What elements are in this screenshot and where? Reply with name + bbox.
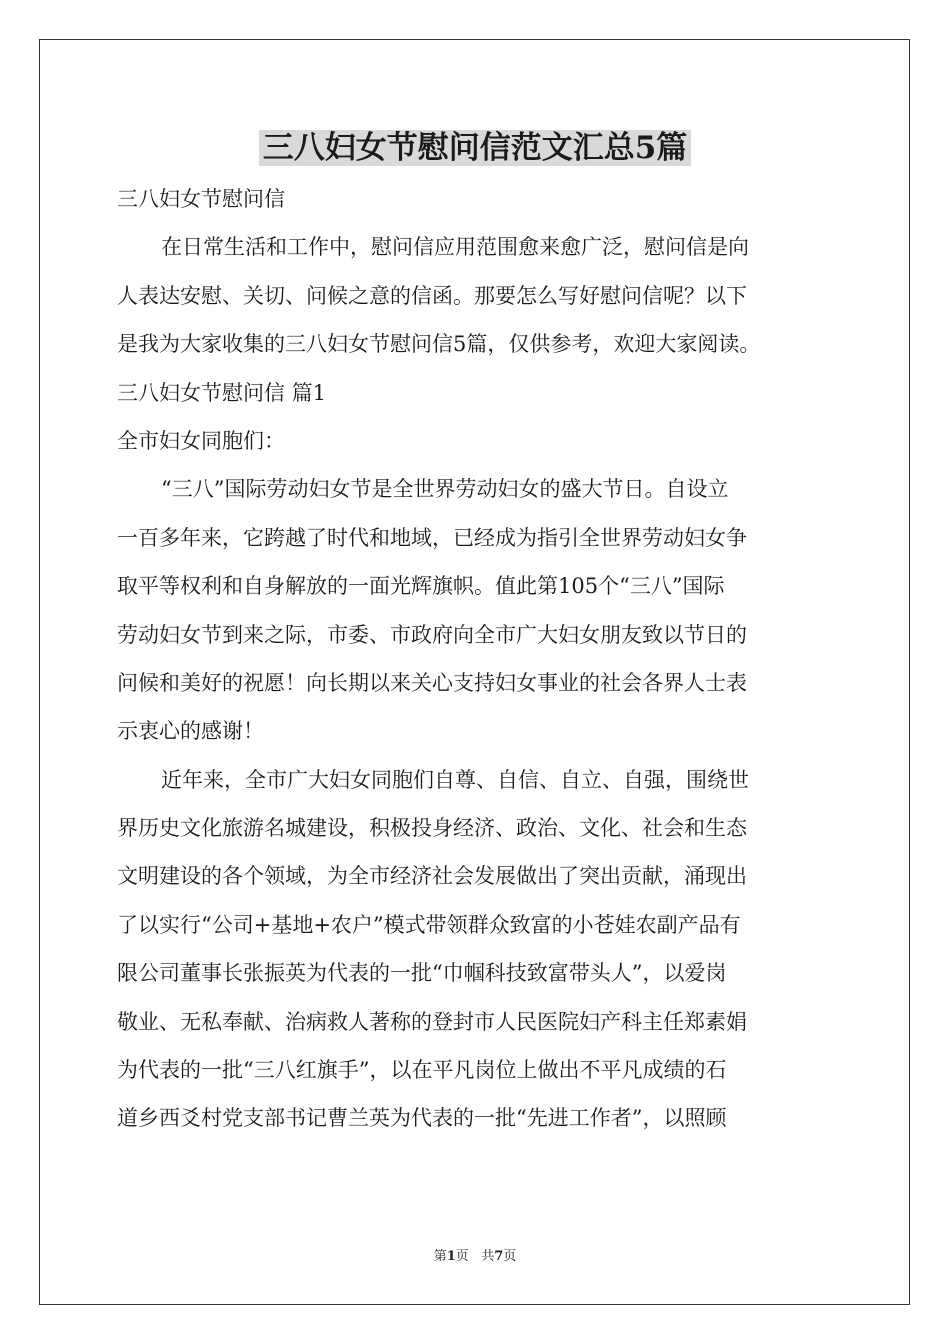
text-line: 是我为大家收集的三八妇女节慰问信5篇，仅供参考，欢迎大家阅读。 — [117, 332, 761, 357]
text-line: 了以实行“公司+基地+农户”模式带领群众致富的小苍娃农副产品有 — [117, 912, 741, 937]
text-line: 界历史文化旅游名城建设，积极投身经济、政治、文化、社会和生态 — [117, 816, 747, 841]
text-line: 为代表的一批“三八红旗手”，以在平凡岗位上做出不平凡成绩的石 — [117, 1058, 727, 1083]
document-title — [0, 124, 950, 172]
text-line: 取平等权利和自身解放的一面光辉旗帜。值此第105个“三八”国际 — [117, 574, 725, 599]
document-title-text: 三八妇女节慰问信范文汇总5篇 — [259, 130, 692, 166]
text-line: 文明建设的各个领域，为全市经济社会发展做出了突出贡献，涌现出 — [117, 864, 747, 889]
text-line: 人表达安慰、关切、问候之意的信函。那要怎么写好慰问信呢？以下 — [117, 283, 747, 308]
text-line: 示衷心的感谢！ — [117, 719, 264, 744]
text-line: 在日常生活和工作中，慰问信应用范围愈来愈广泛，慰问信是向 — [161, 235, 749, 260]
text-line: 三八妇女节慰问信 篇1 — [117, 380, 327, 405]
text-line: “三八”国际劳动妇女节是全世界劳动妇女的盛大节日。自设立 — [161, 477, 729, 502]
text-line: 三八妇女节慰问信 — [117, 187, 285, 211]
text-line: 限公司董事长张振英为代表的一批“巾帼科技致富带头人”，以爱岗 — [117, 961, 727, 986]
total-prefix: 共 — [481, 1249, 495, 1264]
page-prefix: 第 — [433, 1249, 447, 1264]
text-line: 问候和美好的祝愿！向长期以来关心支持妇女事业的社会各界人士表 — [117, 670, 747, 695]
text-line: 一百多年来，它跨越了时代和地域，已经成为指引全世界劳动妇女争 — [117, 525, 747, 550]
text-line: 全市妇女同胞们： — [117, 428, 285, 453]
text-line: 道乡西爻村党支部书记曹兰英为代表的一批“先进工作者”，以照顾 — [117, 1106, 727, 1131]
page-footer — [0, 1245, 950, 1264]
text-line: 劳动妇女节到来之际，市委、市政府向全市广大妇女朋友致以节日的 — [117, 622, 747, 647]
total-page-number: 7 — [494, 1249, 504, 1264]
total-suffix: 页 — [503, 1249, 517, 1264]
text-line: 近年来，全市广大妇女同胞们自尊、自信、自立、自强，围绕世 — [161, 767, 749, 792]
page-suffix: 页 — [455, 1249, 469, 1264]
document-body — [117, 175, 837, 1143]
text-line: 敬业、无私奉献、治病救人著称的登封市人民医院妇产科主任郑素娟 — [117, 1009, 747, 1034]
current-page-number: 1 — [446, 1249, 456, 1264]
